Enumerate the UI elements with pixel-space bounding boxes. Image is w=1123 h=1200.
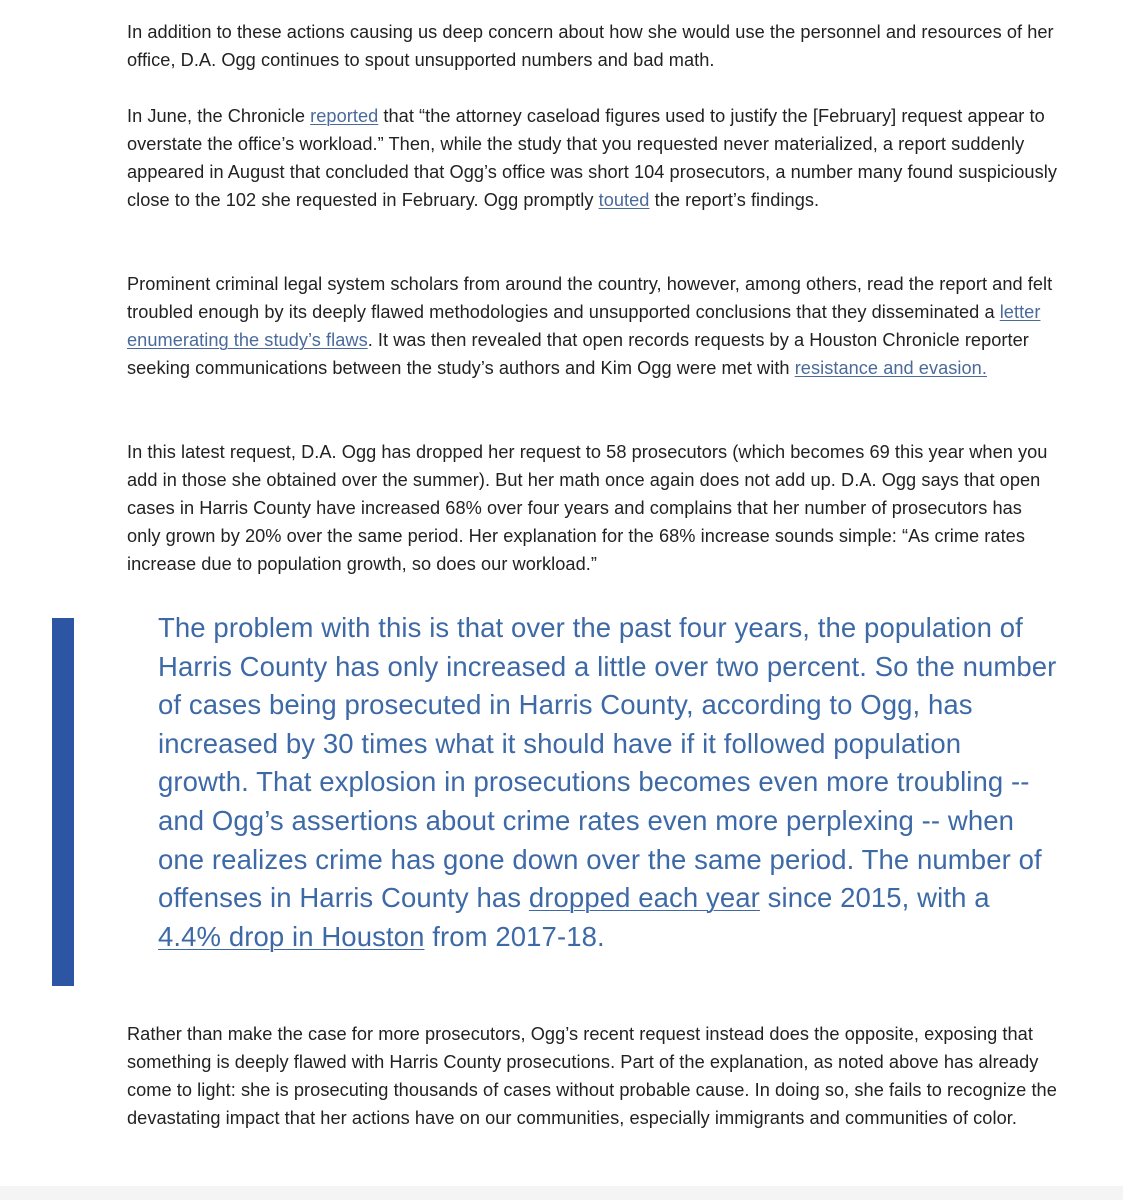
paragraph-conclusion: [127, 1020, 1057, 1132]
paragraph-june-report: [127, 102, 1057, 214]
paragraph-scholars: [127, 270, 1057, 382]
paragraph-text: . It was then revealed that open records requests by a Houston Chronicle reporter seeking communications between the study’s authors and Kim Ogg were met with: [127, 330, 1029, 378]
pull-quote-text: from 2017-18.: [424, 920, 605, 952]
paragraph-latest-request-text: In this latest request, D.A. Ogg has dropped her request to 58 prosecutors (which becomes 69 this year when you add in those she obtained over the summer). But her math once again does not add up. D.A. Ogg says that open cases in Harris County have increased 68% over four years and complains that her number of prosecutors has only grown by 20% over the same period. Her explanation for the 68% increase sounds simple: “As crime rates increase due to population growth, so does our workload.”: [127, 442, 1048, 574]
paragraph-conclusion-text: Rather than make the case for more prosecutors, Ogg’s recent request instead does the opposite, exposing that something is deeply flawed with Harris County prosecutions. Part of the explanation, as noted above has already come to light: she is prosecuting thousands of cases without probable cause. In doing so, she fails to recognize the devastating impact that her actions have on our communities, especially immigrants and communities of color.: [127, 1024, 1057, 1128]
reported-link[interactable]: reported: [310, 106, 379, 126]
houston-drop-link[interactable]: 4.4% drop in Houston: [158, 920, 425, 952]
pull-quote-text: since 2015, with a: [759, 882, 990, 914]
paragraph-concern-text: In addition to these actions causing us deep concern about how she would use the personnel and resources of her office, D.A. Ogg continues to spout unsupported numbers and bad math.: [127, 22, 1054, 70]
pull-quote-bar: [52, 618, 74, 986]
paragraph-concern: [127, 18, 1057, 74]
letter-flaws-link[interactable]: letter enumerating the study’s flaws: [127, 302, 1041, 350]
dropped-each-year-link[interactable]: dropped each year: [528, 882, 760, 914]
resistance-evasion-link[interactable]: resistance and evasion.: [794, 358, 987, 378]
pull-quote: [158, 609, 1058, 956]
paragraph-latest-request: [127, 438, 1057, 578]
paragraph-text: the report’s findings.: [649, 190, 820, 210]
touted-link[interactable]: touted: [598, 190, 650, 210]
paragraph-text: that “the attorney caseload figures used to justify the [February] request appear to overstate the office’s workload.” Then, while the study that you requested never materialized, a report suddenly appeared in August that concluded that Ogg’s office was short 104 prosecutors, a number many found suspiciously close to the 102 she requested in February. Ogg promptly: [127, 106, 1057, 210]
page-bottom-edge: [0, 1186, 1123, 1200]
pull-quote-text: The problem with this is that over the past four years, the population of Harris County has only increased a little over two percent. So the number of cases being prosecuted in Harris County, according to Ogg, has increased by 30 times what it should have if it followed population growth. That explosion in prosecutions becomes even more troubling -- and Ogg’s assertions about crime rates even more perplexing -- when one realizes crime has gone down over the same period. The number of offenses in Harris County has: [158, 612, 1057, 914]
paragraph-text: In June, the Chronicle: [127, 106, 311, 126]
paragraph-text: Prominent criminal legal system scholars from around the country, however, among others, read the report and felt troubled enough by its deeply flawed methodologies and unsupported conclusions that they disseminated a: [127, 274, 1053, 322]
